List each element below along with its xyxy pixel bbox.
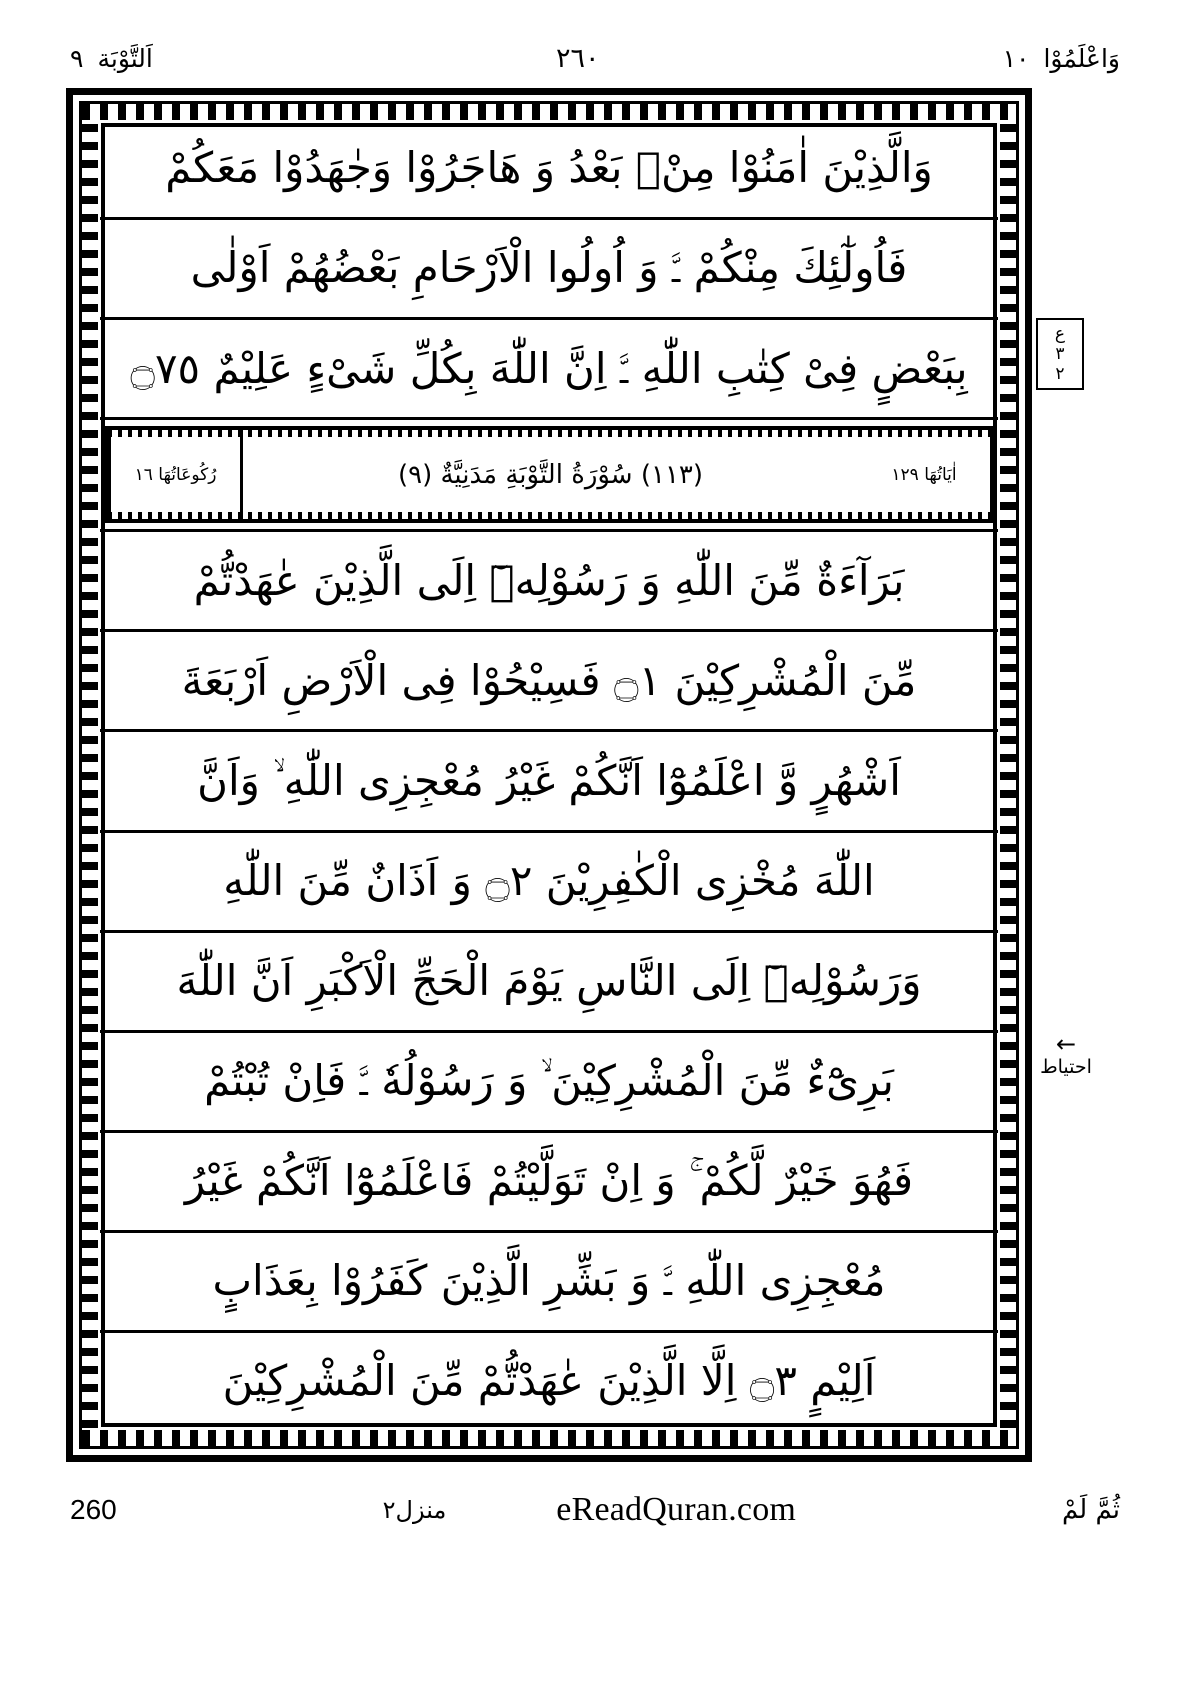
- aya-line: فَاُولٰٓئِكَ مِنْكُمْ ﳲ وَ اُولُوا الْاَرْحَامِ بَعْضُهُمْ اَوْلٰى: [100, 220, 998, 320]
- aya-line: وَالَّذِيْنَ اٰمَنُوْا مِنْۢ بَعْدُ وَ هَاجَرُوْا وَجٰهَدُوْا مَعَكُمْ: [100, 120, 998, 220]
- aya-line: اَشْهُرٍ وَّ اعْلَمُوْٓا اَنَّكُمْ غَيْرُ مُعْجِزِى اللّٰهِ ۙ وَاَنَّ: [100, 732, 998, 832]
- surah-header-box: [104, 426, 994, 523]
- page-header: [70, 38, 1120, 78]
- page-footer: [70, 1482, 1120, 1538]
- quran-text-block: [100, 120, 998, 1430]
- surah-header-band: [100, 420, 998, 532]
- footer-middle-group: [383, 1491, 796, 1529]
- aya-line: بِبَعْضٍ فِىْ كِتٰبِ اللّٰهِ ﳲ اِنَّ اللّٰهَ بِكُلِّ شَىْءٍ عَلِيْمٌ ۝٧٥: [100, 320, 998, 420]
- aya-line: وَرَسُوْلِهٖٓ اِلَى النَّاسِ يَوْمَ الْحَجِّ الْاَكْبَرِ اَنَّ اللّٰهَ: [100, 933, 998, 1033]
- header-surah-name: اَلتَّوْبَة: [97, 43, 153, 73]
- header-part-name: وَاعْلَمُوْا: [1043, 43, 1120, 73]
- aya-line: مِّنَ الْمُشْرِكِيْنَ ۝١ فَسِيْحُوْا فِى الْاَرْضِ اَرْبَعَةَ: [100, 632, 998, 732]
- aya-line: فَهُوَ خَيْرٌ لَّكُمْ ۚ وَ اِنْ تَوَلَّيْتُمْ فَاعْلَمُوْٓا اَنَّكُمْ غَيْرُ: [100, 1133, 998, 1233]
- footer-catchword: ثُمَّ لَمْ: [1061, 1495, 1120, 1525]
- header-page-number: ٢٦٠: [555, 42, 600, 74]
- aya-line: مُعْجِزِى اللّٰهِ ﳲ وَ بَشِّرِ الَّذِيْنَ كَفَرُوْا بِعَذَابٍ: [100, 1233, 998, 1333]
- footer-manzil-label: منزل٢: [382, 1496, 447, 1524]
- ruku-marker-icon: ع ٣ ٢: [1036, 318, 1084, 390]
- aya-line: بَرِىْٓءٌ مِّنَ الْمُشْرِكِيْنَ ۙ وَ رَسُوْلُهٗ ﳲ فَاِنْ تُبْتُمْ: [100, 1033, 998, 1133]
- aya-line: اَلِيْمٍ ۝٣ اِلَّا الَّذِيْنَ عٰهَدْتُّمْ مِّنَ الْمُشْرِكِيْنَ: [222, 1356, 876, 1406]
- header-right-group: [1003, 44, 1120, 73]
- ihtiyat-label: احتیاط: [1040, 1056, 1092, 1078]
- site-brand-link[interactable]: eReadQuran.com: [556, 1491, 797, 1528]
- ihtiyat-marker: [1036, 1032, 1096, 1078]
- surah-ayah-count: اٰيَاتُهَا ١٢٩: [891, 464, 957, 485]
- surah-ruku-count: رُكُوعَاتُهَا ١٦: [108, 430, 240, 519]
- arrow-left-icon: ←: [1055, 1030, 1077, 1058]
- header-juz-number-right: ١٠: [1002, 43, 1030, 73]
- footer-page-number: 260: [70, 1494, 117, 1525]
- header-juz-number-left: ٩: [70, 43, 84, 73]
- aya-line: اللّٰهَ مُخْزِى الْكٰفِرِيْنَ ۝٢ وَ اَذَانٌ مِّنَ اللّٰهِ: [100, 833, 998, 933]
- header-left-group: [70, 44, 153, 73]
- surah-title: (١١٣) سُوْرَةُ التَّوْبَةِ مَدَنِيَّةٌ (٩): [240, 430, 858, 519]
- aya-line: بَرَآءَةٌ مِّنَ اللّٰهِ وَ رَسُوْلِهٖٓ اِلَى الَّذِيْنَ عٰهَدْتُّمْ: [100, 532, 998, 632]
